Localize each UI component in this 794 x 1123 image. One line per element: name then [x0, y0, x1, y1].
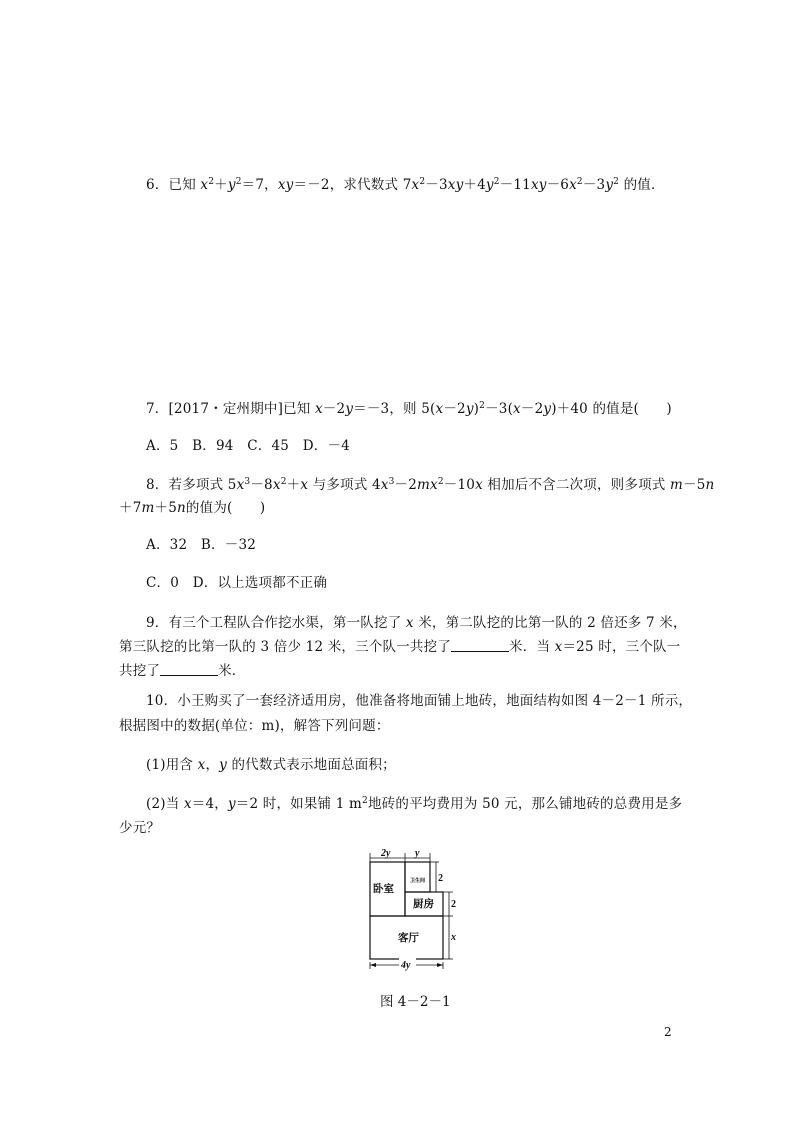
question-7: 7．[2017・定州期中]已知 x－2y＝－3，则 $5(x-2y)^2-3(x-2y)+40$ 的值是( ): [146, 401, 672, 417]
question-10-part-2: (2)当 x＝4，y＝2 时，如果铺 1 $m^2$地砖的平均费用为 50 元，那么铺地砖的总费用是多: [146, 796, 683, 812]
question-9-line-3: 共挖了 米．: [119, 663, 246, 679]
question-8-line-2: ＋7m＋5n的值为( ): [119, 500, 266, 516]
dim-label-2-upper: 2: [438, 873, 443, 884]
question-6: 6．已知 $x^2+y^2=7$，xy＝－2，求代数式 $7x^2-3xy+4y^2-11xy-6x^2-3y^2$ 的值．: [146, 177, 665, 193]
question-10-part-1: (1)用含 x，y 的代数式表示地面总面积；: [146, 757, 396, 773]
question-9: 9．有三个工程队合作挖水渠，第一队挖了 x 米，第二队挖的比第一队的 2 倍还多 7 米，: [146, 615, 687, 631]
bathroom: [405, 862, 430, 892]
question-8-options-1: A．32 B．－32: [146, 537, 257, 553]
room-label-living: 客厅: [398, 933, 419, 944]
question-7-options: A．5 B．94 C．45 D．－4: [146, 438, 350, 454]
question-9-line-2: 第三队挖的比第一队的 3 倍少 12 米，三个队一共挖了 米．当 x＝25 时，三个队一: [119, 639, 681, 655]
question-8-options-2: C．0 D．以上选项都不正确: [146, 575, 328, 591]
page-number: 2: [664, 1025, 672, 1039]
answer-blank[interactable]: [451, 640, 509, 652]
floor-plan-figure: [353, 848, 465, 972]
question-10-line-2: 根据图中的数据(单位：m)，解答下列问题：: [119, 718, 390, 734]
dim-label-2-lower: 2: [451, 899, 456, 910]
figure-caption: 图 4－2－1: [380, 994, 451, 1010]
dim-label-y: y: [415, 848, 420, 859]
question-10-part-2-line-2: 少元？: [119, 820, 161, 836]
dim-label-4y: 4y: [401, 960, 411, 971]
answer-blank[interactable]: [160, 664, 218, 676]
room-label-bedroom: 卧室: [373, 884, 394, 895]
question-10: 10．小王购买了一套经济适用房，他准备将地面铺上地砖，地面结构如图 4－2－1 所示，: [146, 693, 693, 709]
room-label-kitchen: 厨房: [413, 899, 434, 910]
question-8: 8．若多项式 $5x^3-8x^2+x$ 与多项式 $4x^3-2mx^2-10x$ 相加后不含二次项，则多项式 m－5n: [146, 477, 715, 493]
room-label-bathroom: 卫生间: [410, 879, 426, 884]
dim-label-x: x: [451, 932, 456, 943]
dim-label-2y: 2y: [381, 848, 391, 859]
